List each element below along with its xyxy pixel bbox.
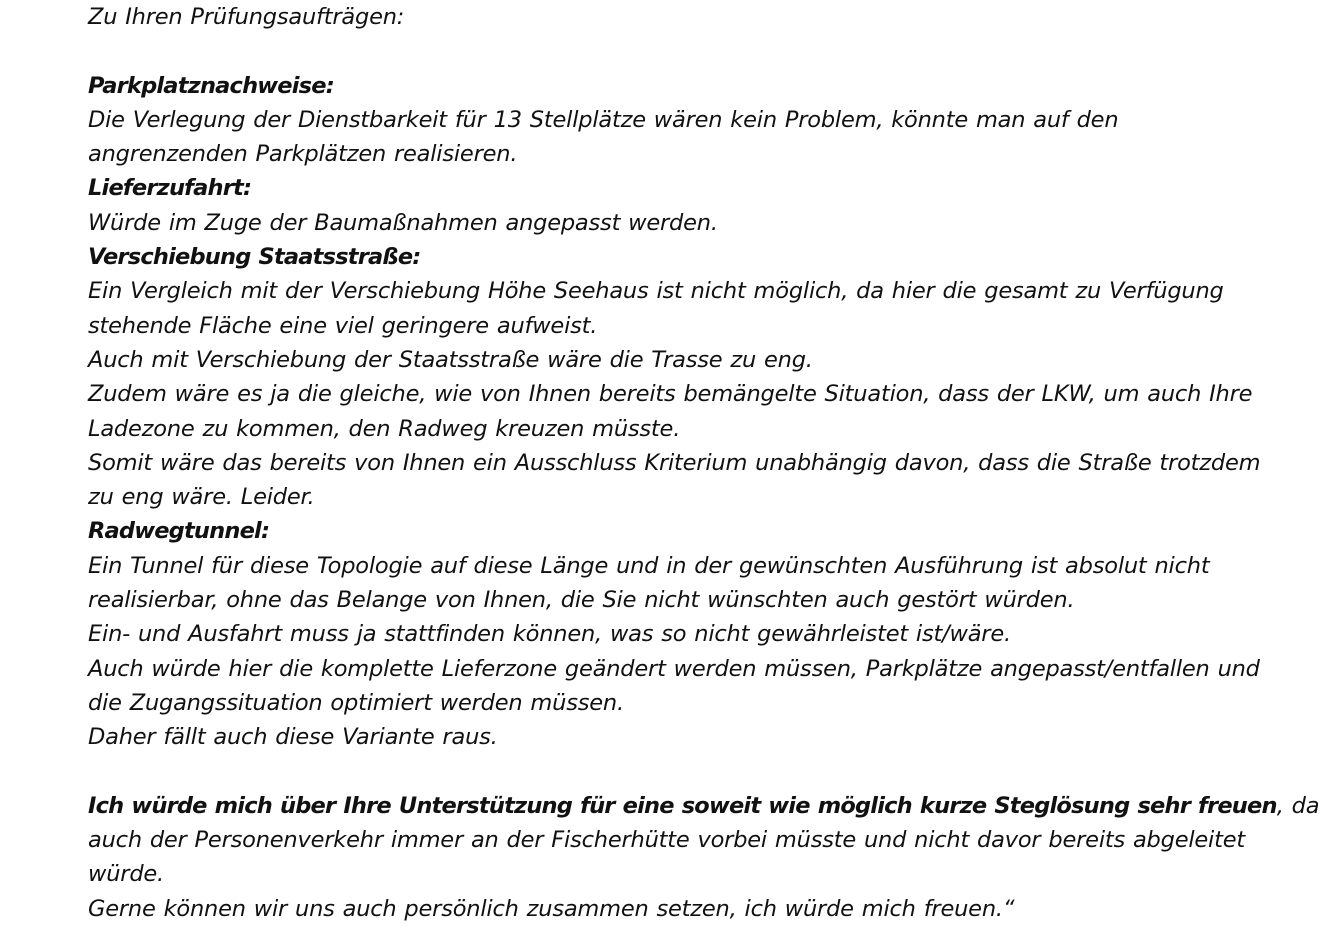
heading-parkplatznachweise: Parkplatznachweise:	[88, 72, 334, 99]
paragraph-line: angrenzenden Parkplätzen realisieren.	[88, 141, 518, 168]
paragraph-line: Auch würde hier die komplette Lieferzone geändert werden müssen, Parkplätze angepasst/entfallen und	[88, 655, 1260, 682]
paragraph-line: Gerne können wir uns auch persönlich zusammen setzen, ich würde mich freuen.“	[88, 895, 1015, 922]
heading-radwegtunnel: Radwegtunnel:	[88, 518, 270, 545]
paragraph-line: Ein Vergleich mit der Verschiebung Höhe Seehaus ist nicht möglich, da hier die gesamt zu Verfügung	[88, 278, 1224, 305]
paragraph-line: Ladezone zu kommen, den Radweg kreuzen müsste.	[88, 415, 681, 442]
heading-lieferzufahrt: Lieferzufahrt:	[88, 175, 252, 202]
paragraph-line: die Zugangssituation optimiert werden müssen.	[88, 689, 624, 716]
paragraph-line: Daher fällt auch diese Variante raus.	[88, 724, 498, 751]
paragraph-line: würde.	[88, 861, 164, 888]
paragraph-line: Somit wäre das bereits von Ihnen ein Ausschluss Kriterium unabhängig davon, dass die Straße trotzdem	[88, 449, 1261, 476]
closing-emphasis-tail: , da	[1276, 792, 1320, 819]
paragraph-line: Würde im Zuge der Baumaßnahmen angepasst werden.	[88, 209, 718, 236]
spacer	[88, 34, 1323, 68]
paragraph-line: Auch mit Verschiebung der Staatsstraße wäre die Trasse zu eng.	[88, 346, 813, 373]
spacer	[88, 755, 1323, 789]
paragraph-line: stehende Fläche eine viel geringere aufweist.	[88, 312, 598, 339]
paragraph-line: Ein- und Ausfahrt muss ja stattfinden können, was so nicht gewährleistet ist/wäre.	[88, 621, 1011, 648]
paragraph-line: Zudem wäre es ja die gleiche, wie von Ihnen bereits bemängelte Situation, dass der LKW, um auch Ihre	[88, 381, 1253, 408]
closing-first-line	[88, 789, 1323, 823]
paragraph-line: auch der Personenverkehr immer an der Fischerhütte vorbei müsste und nicht davor bereits abgeleitet	[88, 827, 1245, 854]
letter-body	[88, 0, 1323, 926]
paragraph-line: Ein Tunnel für diese Topologie auf diese Länge und in der gewünschten Ausführung ist absolut nicht	[88, 552, 1210, 579]
paragraph-line: Die Verlegung der Dienstbarkeit für 13 Stellplätze wären kein Problem, könnte man auf den	[88, 106, 1119, 133]
intro-line: Zu Ihren Prüfungsaufträgen:	[88, 4, 405, 30]
paragraph-line: zu eng wäre. Leider.	[88, 484, 315, 511]
heading-verschiebung-staatsstrasse: Verschiebung Staatsstraße:	[88, 244, 421, 271]
paragraph-line: realisierbar, ohne das Belange von Ihnen, die Sie nicht wünschten auch gestört würden.	[88, 587, 1075, 614]
closing-emphasis: Ich würde mich über Ihre Unterstützung für eine soweit wie möglich kurze Steglösung sehr freuen	[88, 792, 1277, 819]
